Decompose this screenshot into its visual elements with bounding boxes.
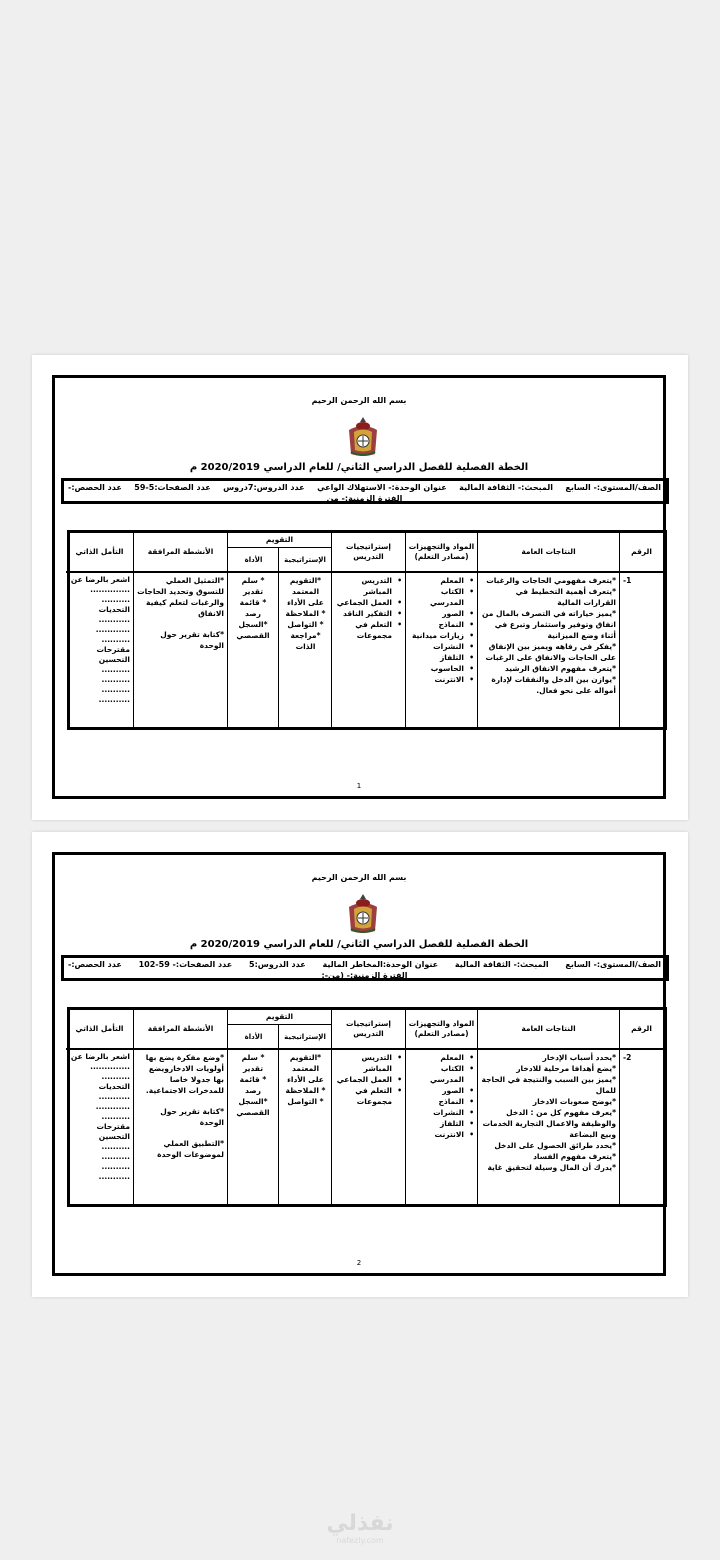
list-item: • النشرات: [409, 1107, 464, 1118]
header-materials: المواد والتجهيزات (مصادر التعلم): [406, 1010, 477, 1050]
plan-title: الخطة الفصلية للفصل الدراسي الثاني/ للعام الدراسي 2020/2019 م: [189, 939, 529, 950]
list-item: • التعلم في مجموعات: [335, 619, 392, 641]
list-item: *يوضح صعوبات الادخار: [532, 1097, 616, 1106]
col-activities: [133, 533, 227, 727]
list-item: * سلم تقدير: [241, 576, 265, 596]
list-item: • التلفاز: [409, 652, 464, 663]
periods-label: عدد الحصص:-: [68, 483, 122, 492]
page-number: 2: [356, 1259, 362, 1267]
list-item: ...........: [98, 1172, 130, 1181]
header-materials: المواد والتجهيزات (مصادر التعلم): [406, 533, 477, 573]
list-item: • الصور: [409, 608, 464, 619]
list-item: *كتابة تقرير حول الوحدة: [160, 1107, 224, 1127]
header-outcomes: النتاجات العامة: [478, 533, 619, 573]
grade-label: الصف/المستوى:- السابع: [565, 960, 661, 969]
list-item: • الحاسوب: [409, 663, 464, 674]
list-item: • التدريس المباشر: [335, 575, 392, 597]
cell-eval-tool: [228, 1050, 278, 1204]
list-item: ..........: [101, 635, 130, 644]
cell-activities: [134, 573, 227, 727]
col-num: [619, 1010, 663, 1204]
col-materials: [405, 533, 477, 727]
cell-reflection: [66, 573, 133, 727]
header-num: الرقم: [620, 533, 663, 573]
list-item: • الصور: [409, 1085, 464, 1096]
list-item: ..........: [101, 685, 130, 694]
cell-outcomes: [478, 573, 619, 727]
list-item: اشعر بالرضا عن: [70, 575, 130, 584]
list-item: *يتعرف مفهومي الحاجات والرغبات: [486, 576, 616, 585]
period-label: الفترة الزمنية:- (من-:: [321, 971, 408, 980]
list-item: • الانترنت: [409, 674, 464, 685]
list-item: *يميز خياراته في التصرف بالمال من انفاق وتوفير واستثمار وتبرع في أثناء وضع الميزانية: [482, 609, 616, 640]
list-item: *يفكر في رفاهه ويميز بين الإنفاق على الحاجات والانفاق على الرغبات: [485, 642, 616, 662]
list-item: *يميز بين السبب والنتيجة في الحاجة للمال: [481, 1075, 616, 1095]
list-item: اشعر بالرضا عن: [70, 1052, 130, 1061]
lessons-label: عدد الدروس:5: [249, 960, 306, 969]
col-outcomes: [477, 533, 619, 727]
list-item: • التفكير الناقد: [335, 608, 392, 619]
list-item: * التواصل: [287, 620, 324, 629]
col-num: [619, 533, 663, 727]
col-activities: [133, 1010, 227, 1204]
document-page-2: [32, 832, 688, 1297]
header-activities: الأنشطة المرافقة: [134, 1010, 227, 1050]
list-item: ..........: [101, 1112, 130, 1121]
list-item: *السجل القصصي: [236, 620, 270, 640]
header-reflection: التأمل الذاتي: [66, 533, 133, 573]
header-reflection: التأمل الذاتي: [66, 1010, 133, 1050]
list-item: ..........: [101, 665, 130, 674]
list-item: *السجل القصصي: [236, 1097, 270, 1117]
list-item: • النماذج: [409, 619, 464, 630]
plan-table: [67, 1007, 667, 1207]
list-item: *يوازن بين الدخل والنفقات لإدارة أمواله على نحو فعال.: [491, 675, 616, 695]
header-strategies: إستراتيجيات التدريس: [332, 1010, 405, 1050]
list-item: *كتابة تقرير حول الوحدة: [160, 630, 224, 650]
list-item: ..........: [101, 1142, 130, 1151]
list-item: *التمثيل العملي للتسوق وتحديد الحاجات والرغبات لتعلم كيفية الانفاق: [137, 576, 224, 618]
cell-reflection: [66, 1050, 133, 1204]
cell-strategies: [335, 575, 402, 641]
period-label: الفترة الزمنية:- من: [326, 494, 403, 503]
info-box: [61, 478, 669, 504]
watermark-brand: نفذلي: [326, 1511, 394, 1536]
list-item: *يتعرف مفهوم الانفاق الرشيد: [504, 664, 616, 673]
cell-outcomes: [478, 1050, 619, 1204]
page-frame: [52, 852, 666, 1276]
grade-label: الصف/المستوى:- السابع: [565, 483, 661, 492]
list-item: *يتعرف مفهوم الفساد: [533, 1152, 616, 1161]
list-item: *التقويم المعتمد على الأداء: [287, 576, 324, 607]
list-item: * سلم تقدير: [241, 1053, 265, 1073]
list-item: * الملاحظة: [285, 1086, 326, 1095]
header-evaluation: التقويم: [228, 533, 331, 548]
list-item: *يحدد أسباب الإدخار: [542, 1053, 616, 1062]
list-item: ..........: [101, 1072, 130, 1081]
header-eval-strategy: الإستراتيجية: [278, 1025, 331, 1048]
header-eval-tool: الأداة: [244, 1032, 263, 1041]
list-item: *يحدد طرائق الحصول على الدخل: [494, 1141, 616, 1150]
header-evaluation: التقويم: [228, 1010, 331, 1025]
subject-label: المبحث:- الثقافة المالية: [454, 960, 549, 969]
pages-count-label: عدد الصفحات:5-59: [134, 483, 211, 492]
list-item: *يدرك أن المال وسيلة لتحقيق غاية: [487, 1163, 616, 1172]
header-activities: الأنشطة المرافقة: [134, 533, 227, 573]
list-item: • العمل الجماعي: [335, 597, 392, 608]
watermark: [300, 1512, 420, 1546]
list-item: التحديات: [98, 1082, 130, 1091]
list-item: *التقويم المعتمد على الأداء: [287, 1053, 324, 1084]
cell-num: 2-: [623, 1053, 632, 1062]
list-item: • المعلم: [409, 1052, 464, 1063]
plan-title: الخطة الفصلية للفصل الدراسي الثاني/ للعام الدراسي 2020/2019 م: [189, 462, 529, 473]
col-reflection: [66, 533, 133, 727]
list-item: ..........: [101, 1162, 130, 1171]
jordan-emblem-icon: [345, 414, 381, 458]
cell-eval-tool: [228, 573, 278, 727]
list-item: مقترحات التحسين: [96, 645, 130, 664]
cell-materials: [409, 1052, 474, 1140]
info-box: [61, 955, 669, 981]
list-item: • الكتاب المدرسي: [409, 586, 464, 608]
basmala: بسم الله الرحمن الرحيم: [311, 873, 407, 882]
list-item: * قائمة رصد: [239, 598, 267, 618]
list-item: ..........: [101, 1152, 130, 1161]
col-outcomes: [477, 1010, 619, 1204]
list-item: ..............: [90, 585, 130, 594]
subject-label: المبحث:- الثقافة المالية: [459, 483, 553, 492]
list-item: ...........: [98, 615, 130, 624]
list-item: • المعلم: [409, 575, 464, 586]
col-evaluation: [227, 1010, 331, 1204]
cell-activities: [134, 1050, 227, 1204]
cell-eval-strategy: [280, 573, 331, 727]
page-frame: [52, 375, 666, 799]
list-item: • التعلم في مجموعات: [335, 1085, 392, 1107]
cell-materials: [409, 575, 474, 685]
list-item: ..........: [101, 595, 130, 604]
list-item: ............: [95, 625, 130, 634]
list-item: * الملاحظة: [285, 609, 326, 618]
list-item: • التدريس المباشر: [335, 1052, 392, 1074]
plan-table: [67, 530, 667, 730]
list-item: مقترحات التحسين: [96, 1122, 130, 1141]
col-evaluation: [227, 533, 331, 727]
lessons-label: عدد الدروس:7دروس: [223, 483, 305, 492]
list-item: التحديات: [98, 605, 130, 614]
pages-count-label: عدد الصفحات:- 59-102: [138, 960, 233, 969]
list-item: • زيارات ميدانية: [409, 630, 464, 641]
list-item: * التواصل: [287, 1097, 324, 1106]
col-strategies: [331, 533, 405, 727]
document-page-1: [32, 355, 688, 820]
page-number: 1: [356, 782, 362, 790]
col-reflection: [66, 1010, 133, 1204]
watermark-url: nafezly.com: [336, 1536, 384, 1545]
jordan-emblem-icon: [345, 891, 381, 935]
unit-label: عنوان الوحدة:- الاستهلاك الواعي: [317, 483, 447, 492]
list-item: *التطبيق العملي لموضوعات الوحدة: [157, 1139, 224, 1159]
basmala: بسم الله الرحمن الرحيم: [311, 396, 407, 405]
list-item: • الكتاب المدرسي: [409, 1063, 464, 1085]
cell-strategies: [335, 1052, 402, 1107]
list-item: • الانترنت: [409, 1129, 464, 1140]
list-item: ..........: [101, 675, 130, 684]
list-item: *مراجعة الذات: [290, 631, 321, 651]
list-item: ...........: [98, 695, 130, 704]
header-eval-strategy: الإستراتيجية: [278, 548, 331, 571]
list-item: ...........: [98, 1092, 130, 1101]
col-strategies: [331, 1010, 405, 1204]
list-item: ............: [95, 1102, 130, 1111]
col-materials: [405, 1010, 477, 1204]
list-item: • العمل الجماعي: [335, 1074, 392, 1085]
list-item: *يضع أهدافا مرحلية للادخار: [516, 1064, 616, 1073]
cell-num: 1-: [623, 576, 632, 585]
cell-eval-strategy: [280, 1050, 331, 1204]
header-strategies: إستراتيجيات التدريس: [332, 533, 405, 573]
list-item: • النماذج: [409, 1096, 464, 1107]
list-item: * قائمة رصد: [239, 1075, 267, 1095]
unit-label: عنوان الوحدة:المخاطر المالية: [322, 960, 439, 969]
header-num: الرقم: [620, 1010, 663, 1050]
list-item: *يتعرف أهمية التخطيط في القرارات المالية: [515, 587, 616, 607]
list-item: *وضع مفكرة يضع بها أولويات الادخارويضع بها جدولا خاصا للمدخرات الاجتماعية.: [145, 1053, 224, 1095]
list-item: *يعرف مفهوم كل من : الدخل والوظيفة والاعمال التجارية الخدمات وبيع البضاعة: [482, 1108, 616, 1139]
list-item: • النشرات: [409, 641, 464, 652]
list-item: • التلفاز: [409, 1118, 464, 1129]
periods-label: عدد الحصص:-: [68, 960, 122, 969]
list-item: ..............: [90, 1062, 130, 1071]
header-outcomes: النتاجات العامة: [478, 1010, 619, 1050]
header-eval-tool: الأداة: [244, 555, 263, 564]
